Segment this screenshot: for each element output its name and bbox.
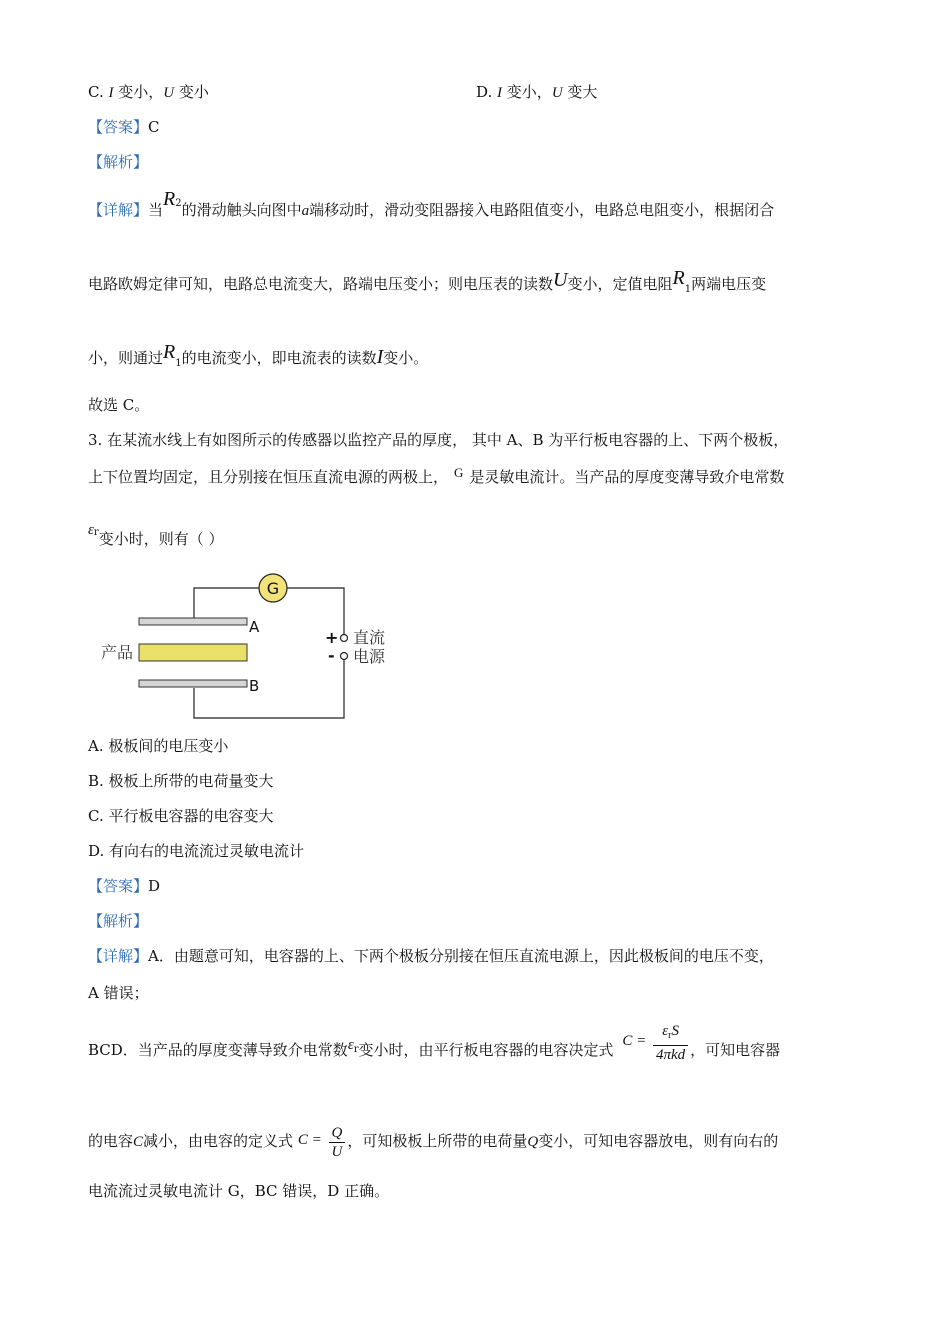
plus-sign: +	[325, 628, 339, 647]
q3-detail-bcd-line-3: 电流流过灵敏电流计 G，BC 错误，D 正确。	[88, 1182, 390, 1200]
q3-option-b: B. 极板上所带的电荷量变大	[88, 772, 274, 790]
q3-analysis-tag: 【解析】	[88, 912, 149, 930]
capacitor-sensor-diagram	[96, 570, 396, 724]
q3-stem-line-3: $\varepsilon_r$变小时，则有（ ）	[88, 522, 224, 548]
q2-detail-line-3: 小，则通过$R_1$的电流变小，即电流表的读数I变小。	[88, 341, 429, 369]
q3-option-c: C. 平行板电容器的电容变大	[88, 807, 274, 825]
plate-a	[139, 618, 247, 625]
q2-option-d: D. I 变小，U 变大	[476, 83, 598, 101]
q3-detail-bcd-line-2: 的电容C减小，由电容的定义式 C = $\frac{Q}{U}$ ，可知极板上所带的电荷量Q变小，可知电容器放电，则有向右的	[88, 1124, 779, 1160]
capacitance-formula-fraction: $\frac{\varepsilon_rS}{\text{4πkd}}$	[653, 1022, 688, 1064]
plate-a-label: A	[249, 618, 260, 636]
plate-b-label: B	[249, 677, 260, 695]
capacitance-definition-fraction: $\frac{Q}{U}$	[329, 1124, 346, 1161]
q3-detail-a-line-2: A 错误；	[88, 984, 149, 1002]
q2-conclusion: 故选 C。	[88, 396, 150, 414]
galvanometer-label: G	[266, 579, 280, 598]
q3-detail-a-line-1: 【详解】A．由题意可知，电容器的上、下两个极板分别接在恒压直流电源上，因此极板间的电压不变，	[88, 947, 774, 965]
q2-detail-line-2: 电路欧姆定律可知，电路总电流变大，路端电压变小；则电压表的读数U变小，定值电阻$R_1$两端电压变	[88, 267, 767, 295]
source-label-line-2: 电源	[353, 647, 386, 666]
q3-option-a: A. 极板间的电压变小	[88, 737, 229, 755]
positive-terminal	[341, 635, 348, 642]
negative-terminal	[341, 653, 348, 660]
q2-detail-line-1: 【详解】当$R_2$的滑动触头向图中a端移动时，滑动变阻器接入电路阻值变小，电路总电阻变小，根据闭合	[88, 188, 775, 219]
q3-option-d: D. 有向右的电流流过灵敏电流计	[88, 842, 305, 860]
minus-sign: -	[328, 646, 335, 665]
product-label: 产品	[101, 643, 134, 662]
q3-stem-line-2: 上下位置均固定，且分别接在恒压直流电源的两极上， G 是灵敏电流计。当产品的厚度变薄导致介电常数	[88, 465, 785, 486]
source-label-line-1: 直流	[353, 628, 386, 647]
q2-option-c: C. I 变小，U 变小	[88, 83, 209, 101]
q3-answer: 【答案】D	[88, 877, 161, 895]
q3-stem-line-1: 3. 在某流水线上有如图所示的传感器以监控产品的厚度， 其中 A、B 为平行板电容器的上、下两个极板，	[88, 431, 789, 449]
q2-analysis-tag: 【解析】	[88, 153, 149, 171]
q3-detail-bcd-line-1: BCD．当产品的厚度变薄导致介电常数$\varepsilon_r$变小时，由平行板电容器的电容决定式 C = $\frac{\varepsilon_rS}{\text{4πkd}}$ ，可知电容器	[88, 1023, 781, 1063]
circuit-wire-top	[194, 588, 259, 618]
product-slab	[139, 644, 247, 661]
plate-b	[139, 680, 247, 687]
q2-answer: 【答案】C	[88, 118, 160, 136]
circuit-wire-bottom	[194, 660, 344, 718]
